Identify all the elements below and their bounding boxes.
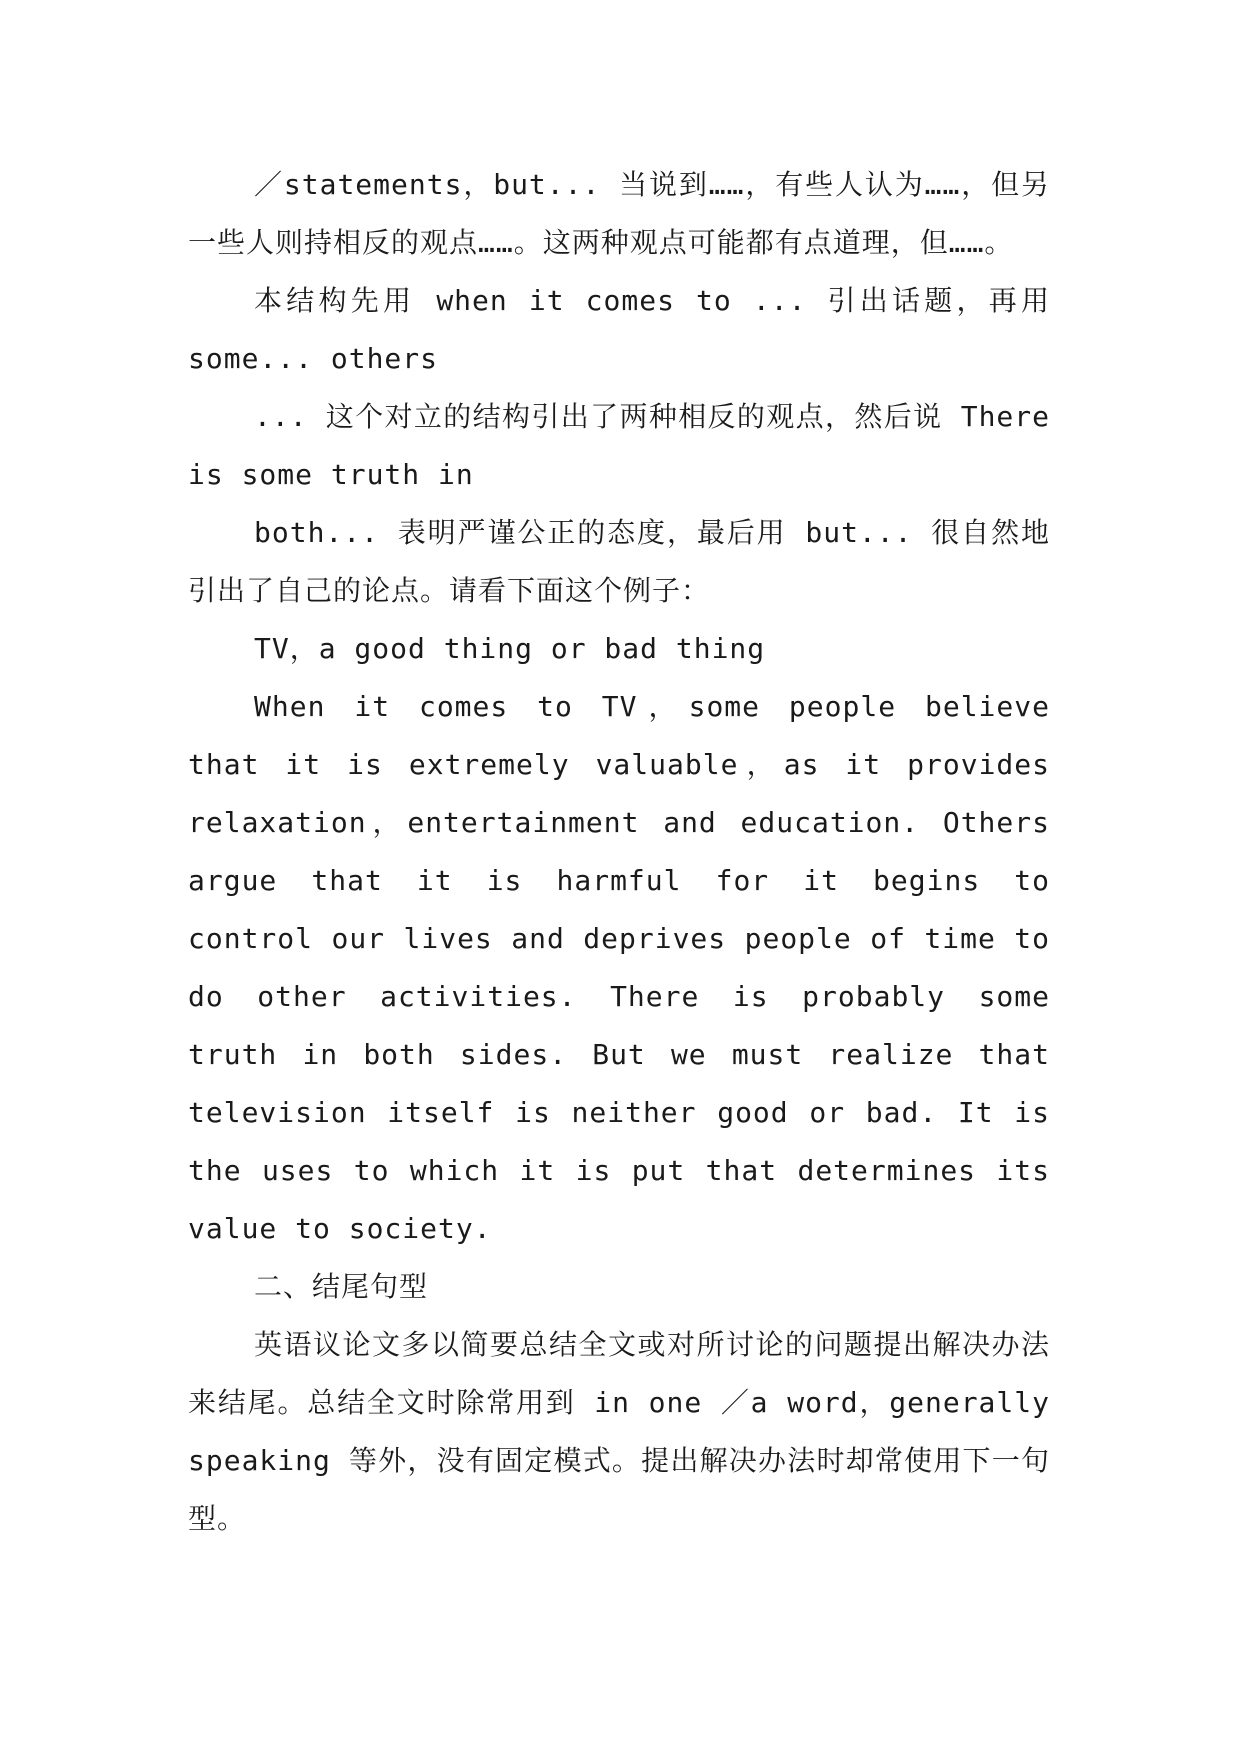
example-paragraph: When it comes to TV，some people believe that it is extremely valuable，as it provides relaxation，entertainment and education. Others argue that it is harmful for it begins to control our lives and deprives people of time to do other activities. There is probably some truth in both sides. But we must realize that television itself is neither good or bad. It is the uses to which it is put that determines its value to society. [188, 690, 1050, 1245]
paragraph-closing-explanation: 英语议论文多以简要总结全文或对所讨论的问题提出解决办法来结尾。总结全文时除常用到 in one ／a word，generally speaking 等外，没有固定模式。提出解决办法时却常使用下一句型。 [188, 1328, 1050, 1535]
example-title: TV，a good thing or bad thing [254, 632, 766, 665]
paragraph-opposing-views: ... 这个对立的结构引出了两种相反的观点，然后说 There is some truth in [188, 400, 1050, 491]
paragraph-intro-statements: ／statements，but... 当说到……，有些人认为……，但另一些人则持相反的观点……。这两种观点可能都有点道理，但……。 [188, 168, 1050, 259]
section-heading-closing-patterns: 二、结尾句型 [254, 1270, 429, 1303]
paragraph-own-argument: both... 表明严谨公正的态度，最后用 but... 很自然地引出了自己的论点。请看下面这个例子： [188, 516, 1050, 607]
document-body [188, 156, 1050, 1548]
paragraph-structure-explanation: 本结构先用 when it comes to ... 引出话题，再用 some... others [188, 284, 1050, 375]
